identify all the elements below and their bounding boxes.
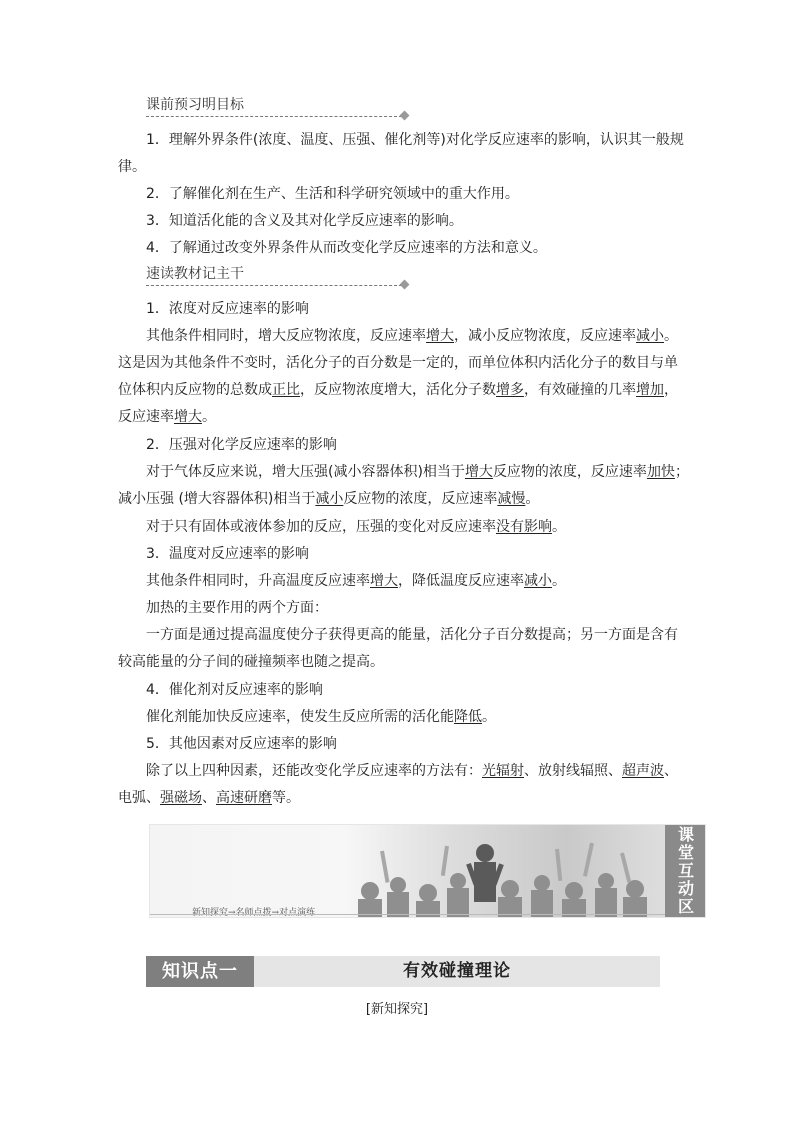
diamond-icon bbox=[400, 280, 410, 290]
classroom-photo bbox=[350, 831, 650, 917]
text-line: 加热的主要作用的两个方面： bbox=[146, 600, 328, 616]
banner-tag-box bbox=[665, 825, 705, 917]
text-line: 对于只有固体或液体参加的反应，压强的变化对反应速率没有影响。 bbox=[146, 519, 566, 535]
dashed-divider bbox=[146, 285, 402, 286]
section-heading-text: 速读教材记主干 bbox=[146, 266, 244, 282]
subsection-1-title: 1．浓度对反应速率的影响 bbox=[146, 301, 309, 317]
blank-answer: 强磁场 bbox=[160, 790, 202, 806]
knowledge-point-title: 有效碰撞理论 bbox=[403, 961, 511, 981]
text-line: 其他条件相同时，增大反应物浓度，反应速率增大，减小反应物浓度，反应速率减小。 bbox=[146, 328, 678, 344]
blank-answer: 减小 bbox=[315, 491, 344, 507]
blank-answer: 光辐射 bbox=[482, 763, 524, 779]
blank-answer: 超声波 bbox=[622, 763, 664, 779]
blank-answer: 增大 bbox=[464, 464, 493, 480]
objective-1-cont: 律。 bbox=[118, 159, 146, 175]
subsection-4-title: 4．催化剂对反应速率的影响 bbox=[146, 682, 323, 698]
diamond-icon bbox=[400, 111, 410, 121]
text-line: 除了以上四种因素，还能改变化学反应速率的方法有：光辐射、放射线辐照、超声波、 bbox=[146, 763, 678, 779]
classroom-banner bbox=[149, 824, 706, 918]
objective-4: 4．了解通过改变外界条件从而改变化学反应速率的方法和意义。 bbox=[146, 240, 547, 256]
blank-answer: 高速研磨 bbox=[216, 790, 272, 806]
subsection-3-title: 3．温度对反应速率的影响 bbox=[146, 546, 309, 562]
banner-tag: 课堂互动区 bbox=[675, 826, 695, 916]
objective-2: 2．了解催化剂在生产、生活和科学研究领域中的重大作用。 bbox=[146, 186, 519, 202]
objective-3: 3．知道活化能的含义及其对化学反应速率的影响。 bbox=[146, 213, 463, 229]
blank-answer: 减慢 bbox=[497, 491, 526, 507]
text-line: 一方面是通过提高温度使分子获得更高的能量，活化分子百分数提高；另一方面是含有 bbox=[146, 627, 678, 643]
blank-answer: 没有影响 bbox=[496, 519, 552, 535]
text-line: 催化剂能加快反应速率，使发生反应所需的活化能降低。 bbox=[146, 709, 496, 725]
text-line: 位体积内反应物的总数成正比，反应物浓度增大，活化分子数增多，有效碰撞的几率增加， bbox=[118, 382, 678, 398]
blank-answer: 增大 bbox=[174, 409, 202, 425]
blank-answer: 增大 bbox=[370, 573, 398, 589]
knowledge-point-bar bbox=[146, 956, 660, 987]
blank-answer: 减小 bbox=[524, 573, 552, 589]
blank-answer: 减小 bbox=[636, 328, 664, 344]
blank-answer: 加快 bbox=[646, 464, 675, 480]
blank-answer: 降低 bbox=[454, 709, 482, 725]
blank-answer: 正比 bbox=[272, 382, 300, 398]
section-heading-preview bbox=[146, 96, 408, 114]
text-line: 电弧、强磁场、高速研磨等。 bbox=[118, 790, 300, 806]
blank-answer: 增多 bbox=[496, 382, 524, 398]
text-line: 反应速率增大。 bbox=[118, 409, 216, 425]
banner-underline bbox=[150, 914, 665, 915]
banner-subtitle: 新知探究→名师点拨→对点演练 bbox=[192, 908, 316, 918]
subsection-2-title: 2．压强对化学反应速率的影响 bbox=[146, 437, 337, 453]
text-line: 减小压强 (增大容器体积)相当于减小反应物的浓度，反应速率减慢。 bbox=[118, 491, 540, 507]
section-heading-text: 课前预习明目标 bbox=[146, 97, 244, 113]
text-line: 其他条件相同时，升高温度反应速率增大，降低温度反应速率减小。 bbox=[146, 573, 566, 589]
knowledge-point-label: 知识点一 bbox=[146, 956, 254, 987]
objective-1: 1．理解外界条件(浓度、温度、压强、催化剂等)对化学反应速率的影响，认识其一般规 bbox=[146, 132, 684, 148]
subsection-5-title: 5．其他因素对反应速率的影响 bbox=[146, 736, 337, 752]
text-line: 这是因为其他条件不变时，活化分子的百分数是一定的，而单位体积内活化分子的数目与单 bbox=[118, 355, 678, 371]
new-knowledge-heading: [新知探究] bbox=[365, 1002, 429, 1017]
text-line: 对于气体反应来说，增大压强(减小容器体积)相当于增大反应物的浓度，反应速率加快； bbox=[146, 464, 689, 480]
dashed-divider bbox=[146, 116, 402, 117]
text-line: 较高能量的分子间的碰撞频率也随之提高。 bbox=[118, 654, 384, 670]
blank-answer: 增大 bbox=[426, 328, 454, 344]
section-heading-read bbox=[146, 265, 408, 283]
blank-answer: 增加 bbox=[636, 382, 664, 398]
